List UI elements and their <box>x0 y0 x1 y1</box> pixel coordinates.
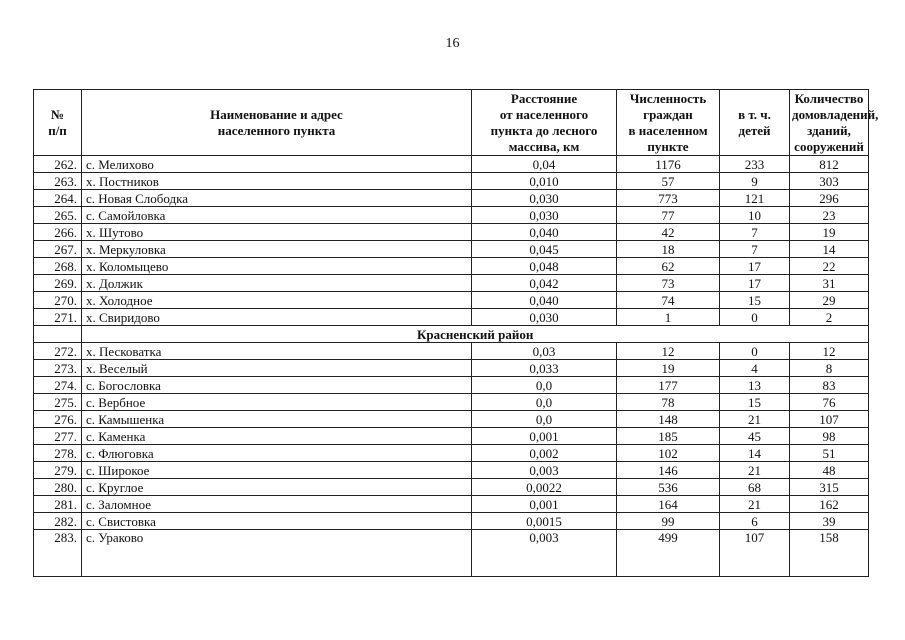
table-row <box>34 207 869 224</box>
row-distance: 0,04 <box>472 156 617 173</box>
row-population: 99 <box>617 513 720 530</box>
row-children: 10 <box>720 207 790 224</box>
table-row <box>34 224 869 241</box>
row-children: 7 <box>720 241 790 258</box>
table-row <box>34 530 869 577</box>
row-num: 266. <box>34 224 82 241</box>
row-households: 98 <box>790 428 869 445</box>
row-children: 233 <box>720 156 790 173</box>
row-population: 499 <box>617 530 720 577</box>
row-households: 31 <box>790 275 869 292</box>
row-households: 22 <box>790 258 869 275</box>
row-distance: 0,03 <box>472 343 617 360</box>
header-distance <box>472 90 617 156</box>
row-children: 21 <box>720 411 790 428</box>
row-num: 280. <box>34 479 82 496</box>
row-distance: 0,010 <box>472 173 617 190</box>
header-num <box>34 90 82 156</box>
row-name: х. Веселый <box>82 360 472 377</box>
row-num: 262. <box>34 156 82 173</box>
row-children: 21 <box>720 462 790 479</box>
table-row <box>34 496 869 513</box>
table-row <box>34 513 869 530</box>
row-households: 76 <box>790 394 869 411</box>
row-population: 12 <box>617 343 720 360</box>
section-spacer <box>34 326 82 343</box>
row-distance: 0,0 <box>472 411 617 428</box>
row-num: 275. <box>34 394 82 411</box>
row-distance: 0,001 <box>472 496 617 513</box>
section-title: Красненский район <box>82 326 869 343</box>
row-population: 73 <box>617 275 720 292</box>
row-population: 177 <box>617 377 720 394</box>
row-population: 102 <box>617 445 720 462</box>
table-row <box>34 479 869 496</box>
row-households: 315 <box>790 479 869 496</box>
table-row <box>34 258 869 275</box>
table-row <box>34 462 869 479</box>
table-row <box>34 428 869 445</box>
row-num: 276. <box>34 411 82 428</box>
table-header <box>34 90 879 156</box>
row-households: 51 <box>790 445 869 462</box>
header-distance-text: Расстояние от населенного пункта до лесного массива, км <box>490 90 598 154</box>
row-population: 77 <box>617 207 720 224</box>
row-households: 12 <box>790 343 869 360</box>
row-households: 158 <box>790 530 869 577</box>
section-row <box>34 326 869 343</box>
row-children: 0 <box>720 343 790 360</box>
row-num: 277. <box>34 428 82 445</box>
row-num: 268. <box>34 258 82 275</box>
row-name: с. Вербное <box>82 394 472 411</box>
row-num: 282. <box>34 513 82 530</box>
row-num: 270. <box>34 292 82 309</box>
row-population: 62 <box>617 258 720 275</box>
table-row <box>34 275 869 292</box>
row-households: 19 <box>790 224 869 241</box>
table-row <box>34 394 869 411</box>
row-children: 68 <box>720 479 790 496</box>
row-children: 4 <box>720 360 790 377</box>
row-households: 39 <box>790 513 869 530</box>
row-children: 0 <box>720 309 790 326</box>
row-population: 42 <box>617 224 720 241</box>
row-population: 1176 <box>617 156 720 173</box>
table-row <box>34 241 869 258</box>
row-children: 15 <box>720 394 790 411</box>
row-name: с. Круглое <box>82 479 472 496</box>
row-num: 281. <box>34 496 82 513</box>
header-population <box>617 90 720 156</box>
row-households: 23 <box>790 207 869 224</box>
header-name <box>82 90 472 156</box>
row-name: х. Должик <box>82 275 472 292</box>
table-row <box>34 377 869 394</box>
table-row <box>34 156 869 173</box>
row-name: с. Новая Слободка <box>82 190 472 207</box>
row-name: с. Самойловка <box>82 207 472 224</box>
table-row <box>34 292 869 309</box>
row-name: с. Флюговка <box>82 445 472 462</box>
row-name: х. Коломыцево <box>82 258 472 275</box>
table-row <box>34 445 869 462</box>
page-number: 16 <box>445 36 460 51</box>
row-population: 57 <box>617 173 720 190</box>
row-distance: 0,001 <box>472 428 617 445</box>
row-name: с. Свистовка <box>82 513 472 530</box>
row-population: 78 <box>617 394 720 411</box>
row-distance: 0,030 <box>472 207 617 224</box>
row-distance: 0,042 <box>472 275 617 292</box>
row-num: 272. <box>34 343 82 360</box>
row-children: 6 <box>720 513 790 530</box>
row-name: х. Свиридово <box>82 309 472 326</box>
row-distance: 0,048 <box>472 258 617 275</box>
settlements-table <box>33 89 879 577</box>
header-row <box>34 90 869 156</box>
row-distance: 0,0022 <box>472 479 617 496</box>
row-name: с. Заломное <box>82 496 472 513</box>
row-distance: 0,003 <box>472 462 617 479</box>
row-households: 812 <box>790 156 869 173</box>
row-num: 274. <box>34 377 82 394</box>
row-children: 9 <box>720 173 790 190</box>
table-row <box>34 173 869 190</box>
row-children: 17 <box>720 275 790 292</box>
row-num: 271. <box>34 309 82 326</box>
row-num: 263. <box>34 173 82 190</box>
row-households: 48 <box>790 462 869 479</box>
row-population: 146 <box>617 462 720 479</box>
row-households: 162 <box>790 496 869 513</box>
row-name: с. Камышенка <box>82 411 472 428</box>
row-children: 15 <box>720 292 790 309</box>
row-distance: 0,040 <box>472 224 617 241</box>
row-distance: 0,040 <box>472 292 617 309</box>
row-name: с. Ураково <box>82 530 472 577</box>
table-body <box>34 156 869 577</box>
row-num: 279. <box>34 462 82 479</box>
row-name: с. Богословка <box>82 377 472 394</box>
row-population: 164 <box>617 496 720 513</box>
row-population: 148 <box>617 411 720 428</box>
row-distance: 0,003 <box>472 530 617 577</box>
row-children: 45 <box>720 428 790 445</box>
row-households: 14 <box>790 241 869 258</box>
header-population-text: Численность граждан в населенном пункте <box>628 90 708 154</box>
header-households <box>790 90 879 156</box>
row-name: с. Мелихово <box>82 156 472 173</box>
row-num: 273. <box>34 360 82 377</box>
header-children <box>720 90 790 156</box>
row-children: 14 <box>720 445 790 462</box>
row-num: 269. <box>34 275 82 292</box>
row-households: 296 <box>790 190 869 207</box>
table-row <box>34 360 869 377</box>
row-num: 278. <box>34 445 82 462</box>
row-population: 185 <box>617 428 720 445</box>
table-row <box>34 343 869 360</box>
row-population: 1 <box>617 309 720 326</box>
row-distance: 0,0015 <box>472 513 617 530</box>
row-children: 107 <box>720 530 790 577</box>
row-population: 18 <box>617 241 720 258</box>
header-num-text: № п/п <box>48 106 67 138</box>
row-num: 264. <box>34 190 82 207</box>
header-households-text: Количество домовладений, зданий, сооружений <box>792 90 879 154</box>
row-distance: 0,0 <box>472 377 617 394</box>
row-population: 773 <box>617 190 720 207</box>
header-children-text: в т. ч. детей <box>738 106 771 138</box>
row-children: 13 <box>720 377 790 394</box>
row-name: х. Холодное <box>82 292 472 309</box>
row-households: 107 <box>790 411 869 428</box>
row-children: 7 <box>720 224 790 241</box>
table-row <box>34 190 869 207</box>
row-num: 265. <box>34 207 82 224</box>
table-row <box>34 309 869 326</box>
row-name: с. Широкое <box>82 462 472 479</box>
row-distance: 0,030 <box>472 190 617 207</box>
row-population: 19 <box>617 360 720 377</box>
row-num: 267. <box>34 241 82 258</box>
row-distance: 0,030 <box>472 309 617 326</box>
row-children: 121 <box>720 190 790 207</box>
row-distance: 0,033 <box>472 360 617 377</box>
row-num: 283. <box>34 530 82 577</box>
row-distance: 0,002 <box>472 445 617 462</box>
row-distance: 0,0 <box>472 394 617 411</box>
row-population: 536 <box>617 479 720 496</box>
table-row <box>34 411 869 428</box>
row-name: х. Песковатка <box>82 343 472 360</box>
row-households: 303 <box>790 173 869 190</box>
row-name: х. Постников <box>82 173 472 190</box>
row-distance: 0,045 <box>472 241 617 258</box>
row-households: 2 <box>790 309 869 326</box>
header-name-text: Наименование и адрес населенного пункта <box>210 106 343 138</box>
row-population: 74 <box>617 292 720 309</box>
row-households: 83 <box>790 377 869 394</box>
row-name: с. Каменка <box>82 428 472 445</box>
row-children: 17 <box>720 258 790 275</box>
row-households: 29 <box>790 292 869 309</box>
row-households: 8 <box>790 360 869 377</box>
row-name: х. Шутово <box>82 224 472 241</box>
row-name: х. Меркуловка <box>82 241 472 258</box>
row-children: 21 <box>720 496 790 513</box>
